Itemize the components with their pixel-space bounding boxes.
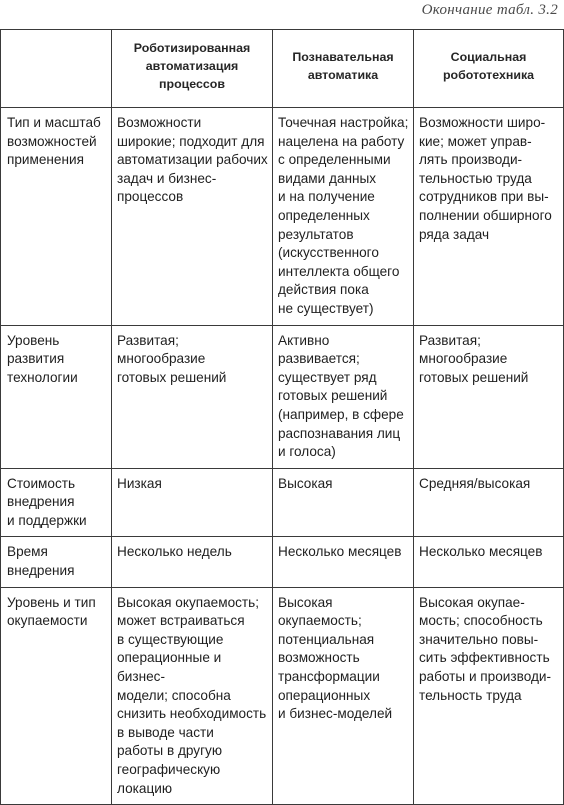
table-cell: Развитая; многообразие готовых решений [414,325,564,468]
table-row [1,468,564,537]
row-label: Уровень развития технологии [1,325,112,468]
table-cell: Возможности широкие; подходит для автоматизации рабочих задач и бизнес- процессов [112,108,273,326]
header-cell-rpa: Роботизированная автоматизация процессов [112,30,273,108]
header-cell-social: Социальная робототехника [414,30,564,108]
header-cell-cognitive: Познавательная автоматика [273,30,414,108]
row-label: Тип и масштаб возможностей применения [1,108,112,326]
table-row [1,108,564,326]
table-cell: Развитая; многообразие готовых решений [112,325,273,468]
table-cell: Высокая окупаемость; потенциальная возможность трансформации операционных и бизнес-моделей [273,587,414,805]
table-row [1,587,564,805]
table-row [1,325,564,468]
table-cell: Активно развивается; существует ряд готовых решений (например, в сфере распознавания лиц и голоса) [273,325,414,468]
table-cell: Высокая окупаемость; может встраиваться в существующие операционные и бизнес- модели; способна снизить необходимость в выводе части работы в другую географическую локацию [112,587,273,805]
row-label: Стоимость внедрения и поддержки [1,468,112,537]
table-cell: Несколько месяцев [273,537,414,587]
table-cell: Высокая окупае- мость; способность значительно повы- сить эффективность работы и производи- тельность труда [414,587,564,805]
row-label: Время внедрения [1,537,112,587]
table-caption: Окончание табл. 3.2 [421,2,558,18]
table-cell: Средняя/высокая [414,468,564,537]
table-cell: Низкая [112,468,273,537]
table-cell: Точечная настройка; нацелена на работу с определенными видами данных и на получение определенных результатов (искусственного интеллекта общего действия пока не существует) [273,108,414,326]
table-row [1,537,564,587]
row-label: Уровень и тип окупаемости [1,587,112,805]
table-cell: Несколько недель [112,537,273,587]
table-header-row [1,30,564,108]
comparison-table [0,29,564,805]
table-cell: Несколько месяцев [414,537,564,587]
header-cell-empty [1,30,112,108]
table-cell: Высокая [273,468,414,537]
table-cell: Возможности широ- кие; может управ- лять производи- тельностью труда сотрудников при вы- полнении обширного ряда задач [414,108,564,326]
